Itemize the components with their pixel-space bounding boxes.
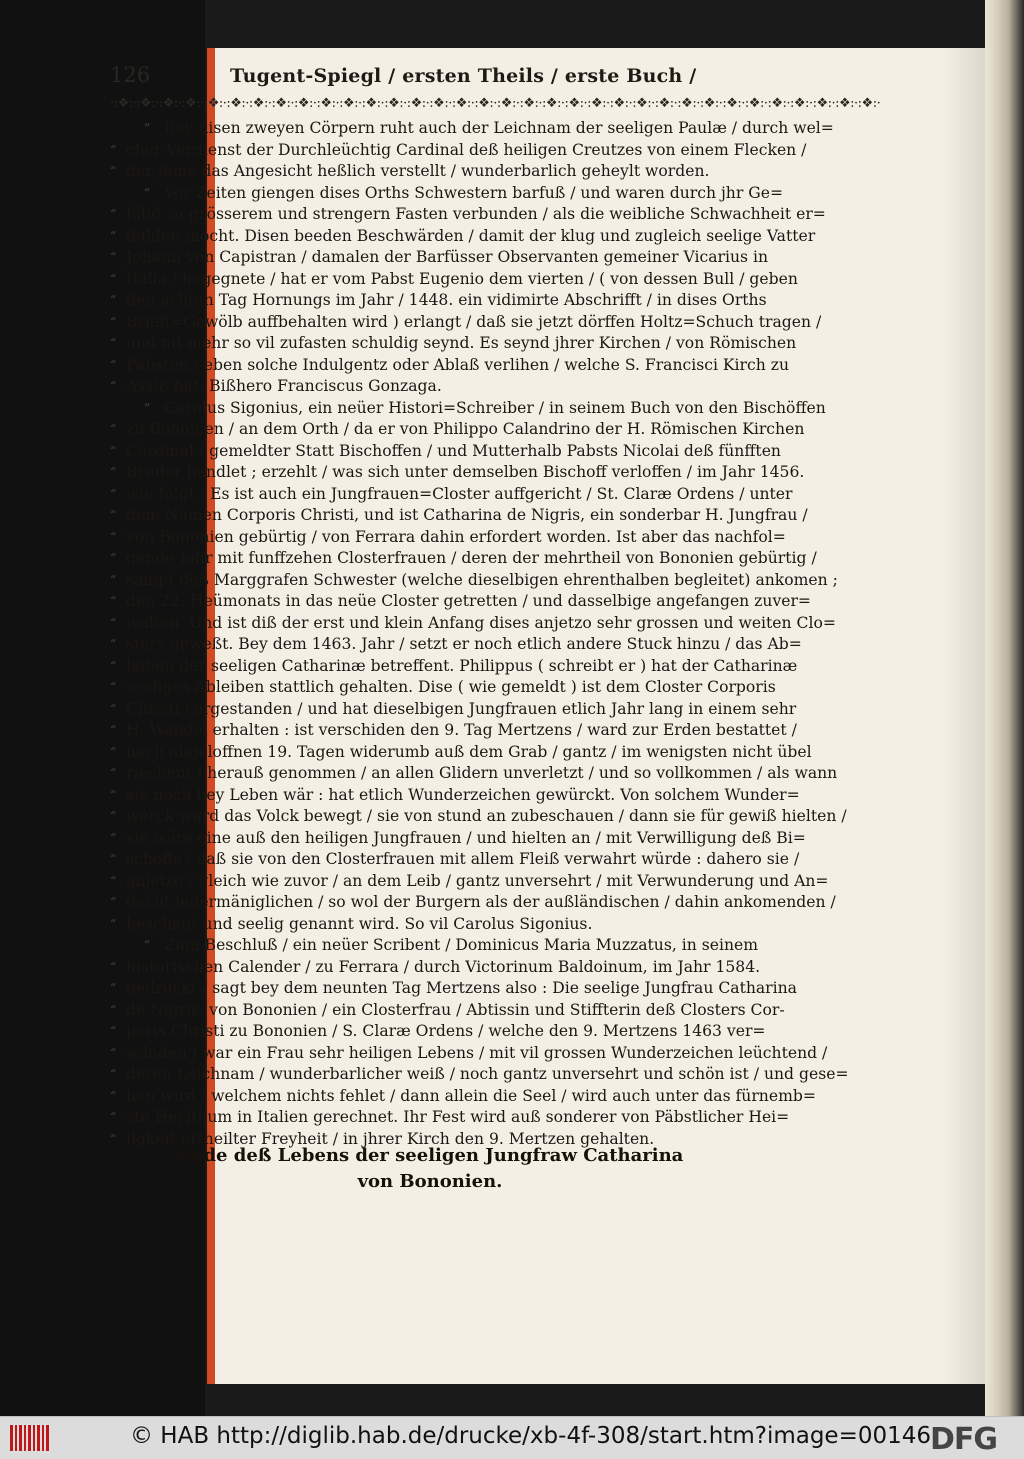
text-line-content: der jhme das Angesicht heßlich verstellt / wunderbarlich geheylt worden.	[126, 162, 710, 180]
text-line-content: gende Jahr mit funffzehen Closterfrauen / deren der mehrtheil von Bononien gebürtig /	[126, 549, 817, 567]
text-line-content: Päbsten / eben solche Indulgentz oder Ablaß verlihen / welche S. Francisci Kirch zu	[126, 355, 789, 374]
text-line	[110, 806, 847, 828]
text-line-content: cher Verdienst der Durchleüchtig Cardinal deß heiligen Creutzes von einem Flecken /	[126, 140, 807, 159]
text-line-content: historischen Calender / zu Ferrara / durch Victorinum Baldoinum, im Jahr 1584.	[126, 957, 761, 976]
text-line	[110, 1107, 790, 1129]
text-line	[110, 677, 776, 699]
text-line-content: zu Bononien / an dem Orth / da er von Philippo Calandrino der H. Römischen Kirchen	[126, 420, 805, 438]
text-line-content: gedruckt / sagt bey dem neunten Tag Mertzens also : Die seelige Jungfrau Catharina	[126, 979, 797, 997]
text-line	[110, 914, 750, 936]
text-line	[110, 462, 805, 484]
text-line-content: ligkeit ertheilter Freyheit / in jhrer Kirch den 9. Mertzen gehalten.	[126, 1129, 655, 1148]
text-line-content: riechent / herauß genommen / an allen Glidern unverletzt / und so vollkommen / als wann	[126, 764, 838, 782]
text-line-content: schoffs / daß sie von den Closterfrauen mit allem Fleiß verwahrt würde : dahero sie /	[126, 850, 800, 868]
text-line	[110, 183, 784, 205]
text-line-content: Zum Beschluß / ein neüer Scribent / Dominicus Maria Muzzatus, in seinem	[164, 936, 759, 954]
text-line-content: sampt deß Marggrafen Schwester (welche dieselbigen ehrenthalben begleitet) ankomen ;	[126, 570, 838, 589]
text-line-content: den achten Tag Hornungs im Jahr / 1448. ein vidimirte Abschrifft / in dises Orths	[126, 291, 767, 309]
text-line	[110, 269, 798, 291]
text-line	[110, 161, 750, 183]
closing-line-1: Ende deß Lebens der seeligen Jungfraw Catharina	[176, 1145, 684, 1166]
text-line-content: Vor Zeiten giengen dises Orths Schwestern barfuß / und waren durch jhr Ge=	[164, 183, 784, 202]
text-line	[110, 376, 750, 398]
text-line	[110, 548, 817, 570]
running-head: Tugent-Spiegl / ersten Theils / erste Buch /	[230, 65, 697, 87]
text-line-content: anjetzo / gleich wie zuvor / an dem Leib / gantz unversehrt / mit Verwunderung und An=	[126, 871, 829, 890]
text-line	[110, 957, 761, 979]
text-line	[110, 441, 781, 463]
text-line-content: leiben der seeligen Catharinæ betreffent. Philippus ( schreibt er ) hat der Catharinæ	[126, 656, 798, 675]
text-line	[110, 247, 768, 269]
text-line-content: schiden / war ein Frau sehr heiligen Lebens / mit vil grossen Wunderzeichen leüchtend /	[126, 1043, 828, 1062]
text-line-content: sters geweßt. Bey dem 1463. Jahr / setzt er noch etlich andere Stuck hinzu / das Ab=	[126, 635, 802, 653]
hab-logo-icon	[10, 1425, 50, 1451]
text-line-content: hen wird / welchem nichts fehlet / dann allein die Seel / wird auch unter das fürnemb=	[126, 1086, 816, 1105]
text-line	[110, 398, 826, 420]
text-line-content: poris Christi zu Bononien / S. Claræ Ordens / welche den 9. Mertzens 1463 ver=	[126, 1022, 766, 1040]
body-text	[110, 118, 849, 1150]
text-line-content: den 22. Heümonats in das neüe Closter getretten / und dasselbige angefangen zuver=	[126, 592, 811, 610]
text-line	[110, 828, 806, 850]
text-line	[110, 1043, 828, 1065]
text-line-content: von Bononien gebürtig / von Ferrara dahin erfordert worden. Ist aber das nachfol=	[126, 527, 786, 546]
text-line-content: Italia / begegnete / hat er vom Pabst Eugenio dem vierten / ( von dessen Bull / geben	[126, 269, 798, 288]
text-line	[110, 849, 800, 871]
text-line-content: de Nigris, von Bononien / ein Closterfrau / Abtissin und Stiffterin deß Closters Cor-	[126, 1000, 785, 1019]
text-line	[110, 935, 759, 957]
text-line-content: H. Wandel erhalten : ist verschiden den 9. Tag Mertzens / ward zur Erden bestattet /	[126, 721, 797, 739]
copyright-link[interactable]: © HAB http://diglib.hab.de/drucke/xb-4f-308/start.htm?image=00146	[130, 1423, 932, 1449]
text-line	[110, 570, 838, 592]
text-line-content: walten. Und ist diß der erst und klein Anfang dises anjetzo sehr grossen und weiten Clo=	[126, 613, 836, 632]
text-line	[110, 118, 834, 140]
text-line-content: werck ward das Volck bewegt / sie von stund an zubeschauen / dann sie für gewiß hielten /	[126, 807, 847, 825]
text-line-content: dacht jedermäniglichen / so wol der Burgern als der außländischen / dahin ankomenden /	[126, 893, 836, 911]
text-line	[110, 484, 793, 506]
text-line-content: Cardinal / gemeldter Statt Bischoffen / und Mutterhalb Pabsts Nicolai deß fünfften	[126, 441, 781, 460]
page-number: 126	[110, 63, 151, 87]
text-line	[110, 419, 805, 441]
footer-bar	[0, 1416, 1024, 1459]
text-line	[110, 333, 797, 355]
text-line	[110, 527, 786, 549]
text-line-content: Brieff=Gewölb auffbehalten wird ) erlangt / daß sie jetzt dörffen Holtz=Schuch tragen /	[126, 312, 822, 331]
text-line-content: deren Leichnam / wunderbarlicher weiß / noch gantz unversehrt und schön ist / und gese=	[126, 1065, 849, 1083]
text-line	[110, 140, 807, 162]
text-line-content: Assiß hat. Bißhero Franciscus Gonzaga.	[126, 377, 442, 395]
text-line	[110, 1000, 785, 1022]
text-line-content: wie folgt : Es ist auch ein Jungfrauen=Closter auffgericht / St. Claræ Ordens / unter	[126, 484, 793, 503]
text-line	[110, 699, 797, 721]
text-line	[110, 355, 789, 377]
text-line-content: Christi vorgestanden / und hat dieselbigen Jungfrauen etlich Jahr lang in einem sehr	[126, 699, 797, 718]
text-line-content: Carolus Sigonius, ein neüer Histori=Schreiber / in seinem Buch von den Bischöffen	[164, 398, 826, 417]
text-line	[110, 742, 812, 764]
text-line-content: dem Namen Corporis Christi, und ist Catharina de Nigris, ein sonderbar H. Jungfrau /	[126, 506, 808, 524]
text-line-content: Bey disen zweyen Cörpern ruht auch der Leichnam der seeligen Paulæ / durch wel=	[164, 119, 834, 137]
text-line-content: beschaut und seelig genannt wird. So vil Carolus Sigonius.	[126, 914, 593, 933]
text-line	[110, 892, 836, 914]
text-line-content: ste Heylthum in Italien gerechnet. Ihr Fest wird auß sonderer von Päbstlicher Hei=	[126, 1108, 790, 1126]
text-line	[110, 505, 808, 527]
text-line-content: Bruder handlet ; erzehlt / was sich unter demselben Bischoff verloffen / im Jahr 1456.	[126, 463, 805, 481]
text-line-content: lübd zu grösserem und strengern Fasten verbunden / als die weibliche Schwachheit er=	[126, 205, 826, 223]
text-line	[110, 1086, 816, 1108]
text-line	[110, 871, 829, 893]
closing-heading	[110, 1143, 750, 1195]
text-line	[110, 204, 826, 226]
text-line	[110, 591, 811, 613]
text-line	[110, 1064, 849, 1086]
text-line-content: Johann von Capistran / damalen der Barfüsser Observanten gemeiner Vicarius in	[126, 248, 768, 266]
text-line	[110, 613, 836, 635]
ornament-rule: ·:❖:·:❖:·:❖:·:❖:·:❖:·:❖:·:❖:·:❖:·:❖:·:❖:·:❖:·:❖:·:❖:·:❖:·:❖:·:❖:·:❖:·:❖:·:❖:·:❖:·:❖:·:❖:·:❖:·:❖:·:❖:·:❖:·:❖:·:❖:·:❖:·:❖:·:❖:·:❖:·:❖:·:❖:·	[110, 96, 881, 111]
dfg-logo-icon: DFG	[930, 1422, 998, 1457]
text-line	[110, 290, 767, 312]
text-line-content: dulden möcht. Disen beeden Beschwärden / damit der klug und zugleich seelige Vatter	[126, 226, 816, 245]
page-header	[110, 63, 760, 93]
text-line-content: sie wäre eine auß den heiligen Jungfrauen / und hielten an / mit Verwilligung deß Bi=	[126, 828, 806, 847]
text-line	[110, 978, 797, 1000]
text-line	[110, 720, 797, 742]
text-line-content: sie noch bey Leben wär : hat etlich Wunderzeichen gewürckt. Von solchem Wunder=	[126, 785, 800, 804]
text-line	[110, 656, 798, 678]
text-line	[110, 634, 802, 656]
text-line	[110, 1021, 766, 1043]
closing-line-2: von Bononien.	[357, 1171, 503, 1192]
text-line	[110, 785, 800, 807]
text-line-content: und nit mehr so vil zufasten schuldig seynd. Es seynd jhrer Kirchen / von Römischen	[126, 334, 797, 352]
text-line-content: seeliges Ableiben stattlich gehalten. Dise ( wie gemeldt ) ist dem Closter Corporis	[126, 678, 776, 696]
text-line	[110, 763, 838, 785]
text-line-content: nach abgeloffnen 19. Tagen widerumb auß dem Grab / gantz / im wenigsten nicht übel	[126, 742, 812, 761]
text-line	[110, 312, 822, 334]
text-line	[110, 226, 816, 248]
page-edge	[985, 0, 1024, 1416]
